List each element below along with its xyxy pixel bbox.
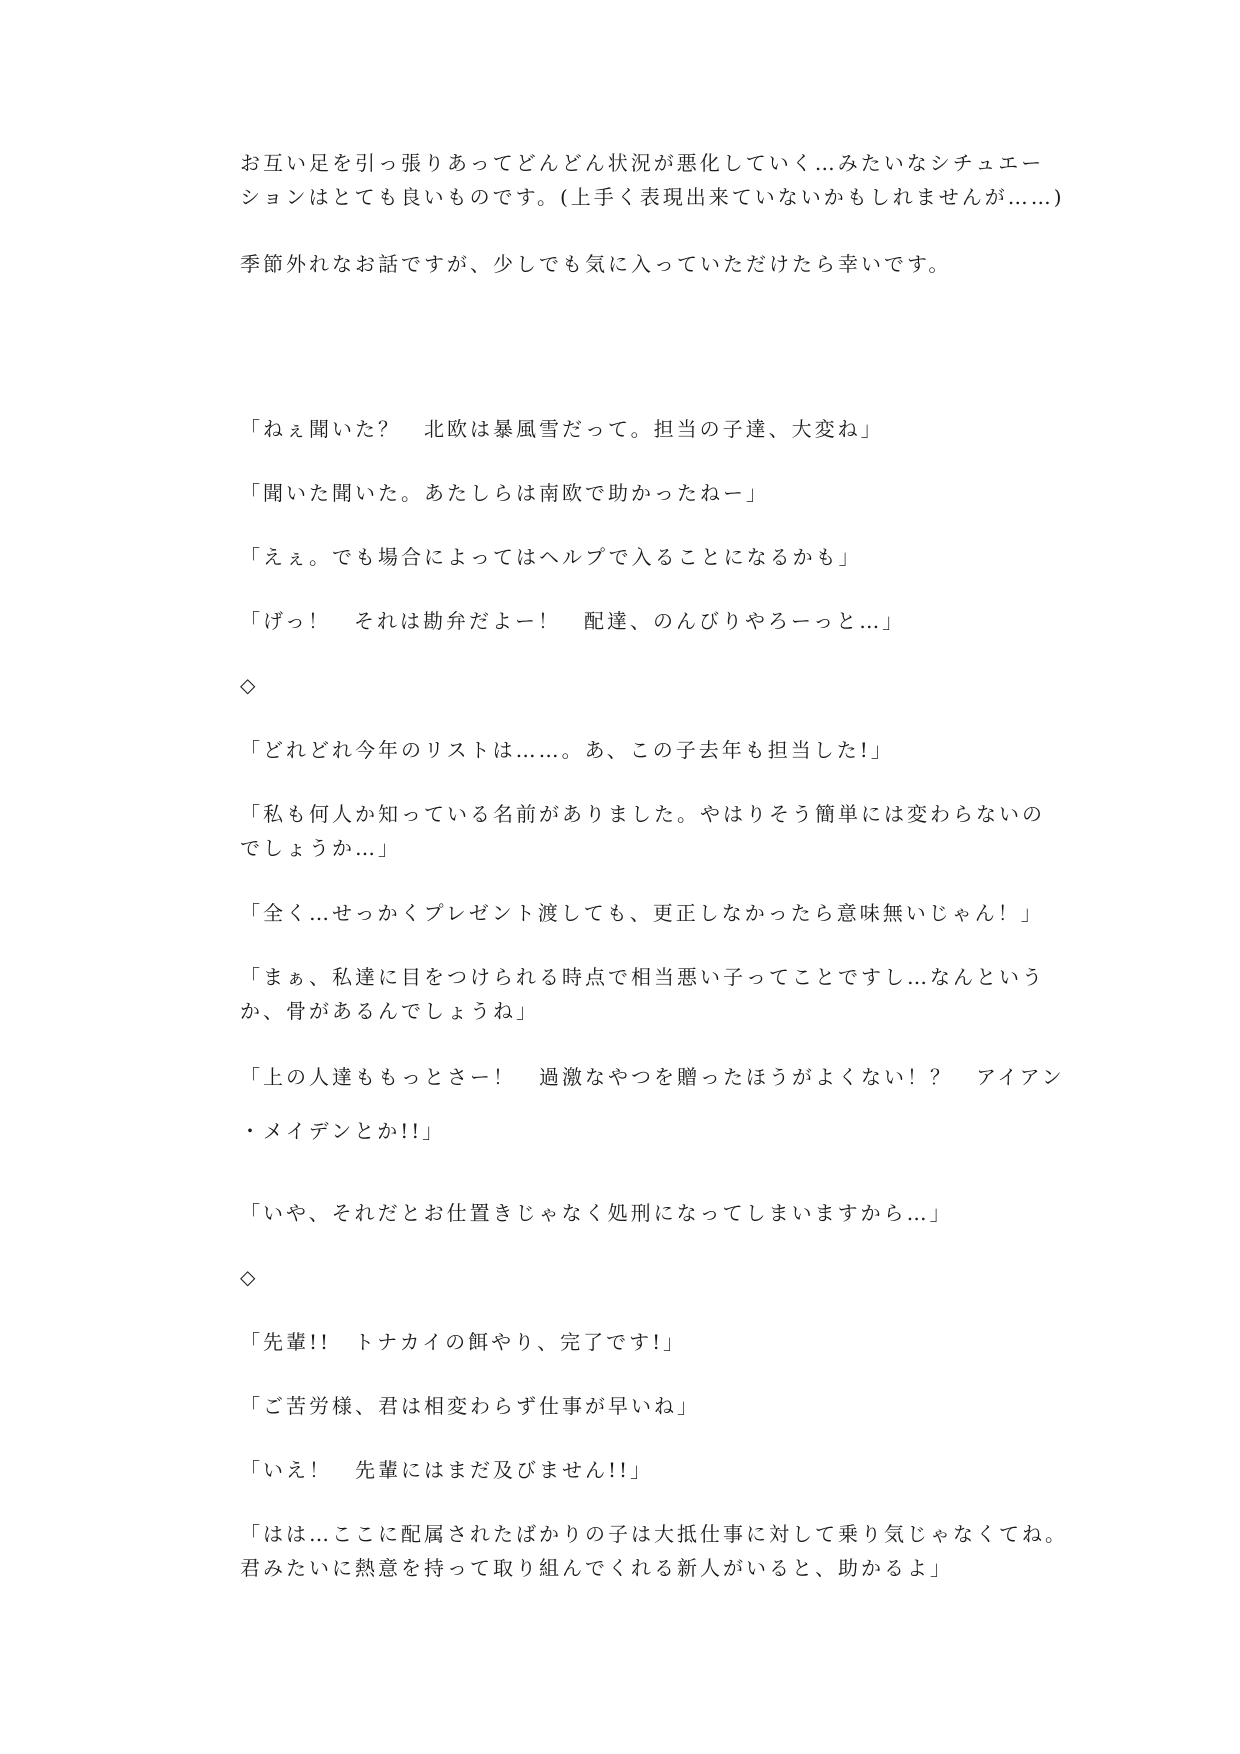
intro-paragraph-2 [240,247,1040,281]
text-line: ションはとても良いものです。(上手く表現出来ていないかもしれませんが……) [240,185,1065,209]
text-line: 「ねぇ聞いた？ 北欧は暴風雪だって。担当の子達、大変ね」 [240,417,884,441]
dialogue-line [240,540,1040,574]
dialogue-line [240,960,1045,1028]
dialogue-line [240,1196,1040,1230]
text-line: 「まぁ、私達に目をつけられる時点で相当悪い子ってことですし…なんという [240,965,1045,989]
scene-break [240,668,1040,702]
dialogue-line [240,797,1045,865]
dialogue-line [240,604,1040,638]
text-line: 「聞いた聞いた。あたしらは南欧で助かったねー」 [240,481,769,505]
text-line: 「げっ！ それは勘弁だよー！ 配達、のんびりやろーっと…」 [240,609,906,633]
intro-paragraph-1 [240,146,1065,214]
dialogue-line [240,1453,1040,1487]
dialogue-line [240,1517,1068,1585]
scene-break [240,1260,1040,1294]
dialogue-line [240,1114,1040,1148]
text-line: 「全く…せっかくプレゼント渡しても、更正しなかったら意味無いじゃん！」 [240,901,1044,925]
dialogue-line [240,1389,1040,1423]
text-line: でしょうか…」 [240,836,401,860]
text-line: 「はは…ここに配属されたばかりの子は大抵仕事に対して乗り気じゃなくてね。 [240,1522,1068,1546]
text-line: 「えぇ。でも場合によってはヘルプで入ることになるかも」 [240,545,862,569]
text-line: ・メイデンとか!!」 [240,1119,446,1143]
text-line: 「どれどれ今年のリストは……。あ、この子去年も担当した!」 [240,738,894,762]
text-line: お互い足を引っ張りあってどんどん状況が悪化していく…みたいなシチュエー [240,151,1045,175]
scene-break-symbol: ◇ [240,673,259,697]
text-line: 「先輩!! トナカイの餌やり、完了です!」 [240,1330,687,1354]
dialogue-line [240,1060,1065,1094]
dialogue-line [240,896,1044,930]
text-line: 「いや、それだとお仕置きじゃなく処刑になってしまいますから…」 [240,1201,953,1225]
text-line: か、骨があるんでしょうね」 [240,999,539,1023]
dialogue-line [240,412,1040,446]
dialogue-line [240,733,1040,767]
dialogue-line [240,1325,1040,1359]
text-line: 君みたいに熱意を持って取り組んでくれる新人がいると、助かるよ」 [240,1556,953,1580]
text-line: 「ご苦労様、君は相変わらず仕事が早いね」 [240,1394,700,1418]
dialogue-line [240,476,1040,510]
text-line: 「私も何人か知っている名前がありました。やはりそう簡単には変わらないの [240,802,1045,826]
text-line: 季節外れなお話ですが、少しでも気に入っていただけたら幸いです。 [240,252,952,276]
text-line: 「いえ！ 先輩にはまだ及びません!!」 [240,1458,654,1482]
scene-break-symbol: ◇ [240,1265,259,1289]
text-line: 「上の人達ももっとさー！ 過激なやつを贈ったほうがよくない！？ アイアン [240,1065,1065,1089]
